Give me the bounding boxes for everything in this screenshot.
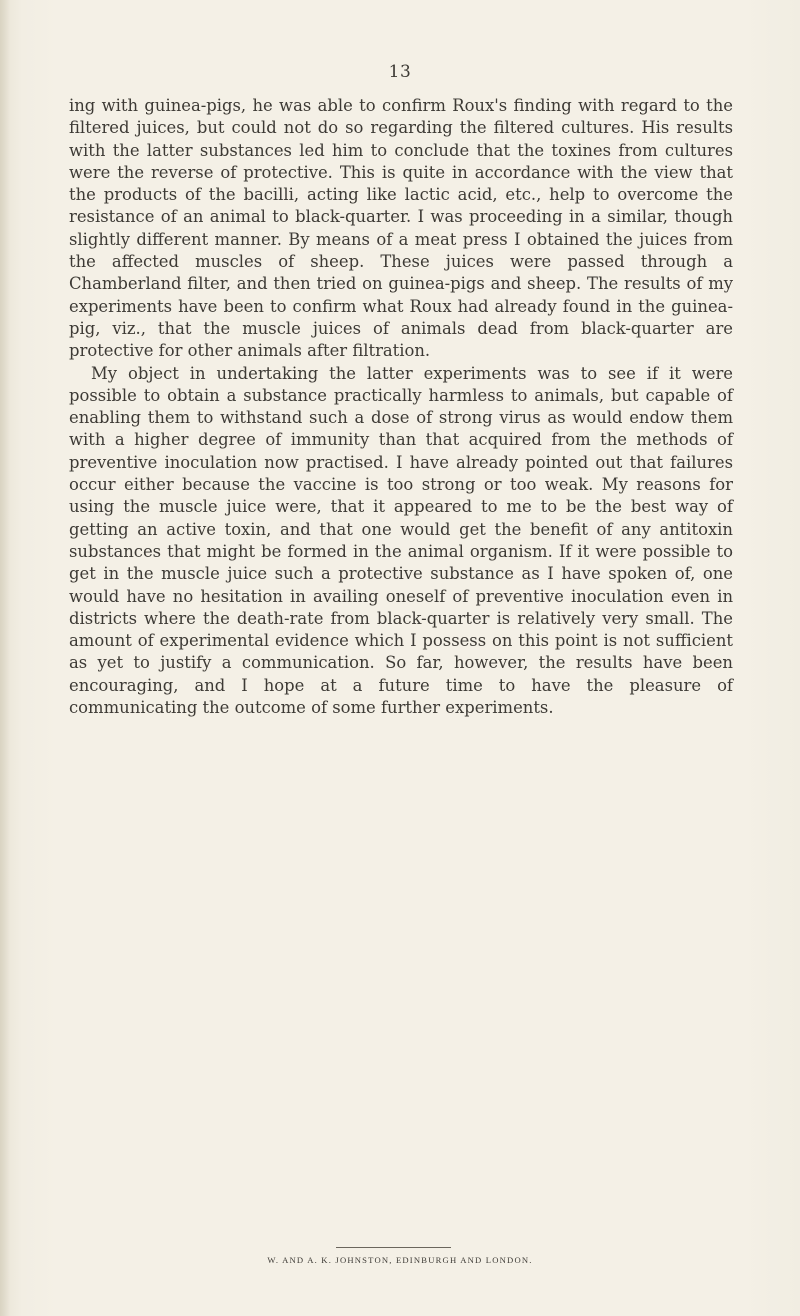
body-text xyxy=(69,95,733,719)
paragraph-2: My object in undertaking the latter experiments was to see if it were possible to obtain a substance practically harmless to animals, but capable of enabling them to withstand such a dose of strong virus as would endow them with a higher degree of immunity than that acquired from the methods of preventive inoculation now practised. I have already pointed out that failures occur either because the vaccine is too strong or too weak. My reasons for using the muscle juice were, that it appeared to me to be the best way of getting an active toxin, and that one would get the benefit of any antitoxin substances that might be formed in the animal organism. If it were possible to get in the muscle juice such a protective substance as I have spoken of, one would have no hesitation in availing oneself of preventive inoculation even in districts where the death-rate from black-quarter is relatively very small. The amount of experimental evidence which I possess on this point is not sufficient as yet to justify a communication. So far, however, the results have been encouraging, and I hope at a future time to have the pleasure of communicating the outcome of some further experiments. xyxy=(69,363,733,718)
page-edge-shadow xyxy=(0,0,10,1316)
paragraph-1: ing with guinea-pigs, he was able to confirm Roux's finding with regard to the filtered juices, but could not do so regarding the filtered cultures. His results with the latter substances led him to conclude that the toxines from cultures were the reverse of protective. This is quite in accordance with the view that the products of the bacilli, acting like lactic acid, etc., help to overcome the resistance of an animal to black-quarter. I was proceeding in a similar, though slightly different manner. By means of a meat press I obtained the juices from the affected muscles of sheep. These juices were passed through a Chamberland filter, and then tried on guinea-pigs and sheep. The results of my experiments have been to confirm what Roux had already found in the guinea-pig, viz., that the muscle juices of animals dead from black-quarter are protective for other animals after filtration. xyxy=(69,96,733,361)
printer-imprint: W. AND A. K. JOHNSTON, EDINBURGH AND LONDON. xyxy=(267,1255,533,1265)
footer-rule xyxy=(336,1247,451,1248)
page-number: 13 xyxy=(388,62,412,82)
